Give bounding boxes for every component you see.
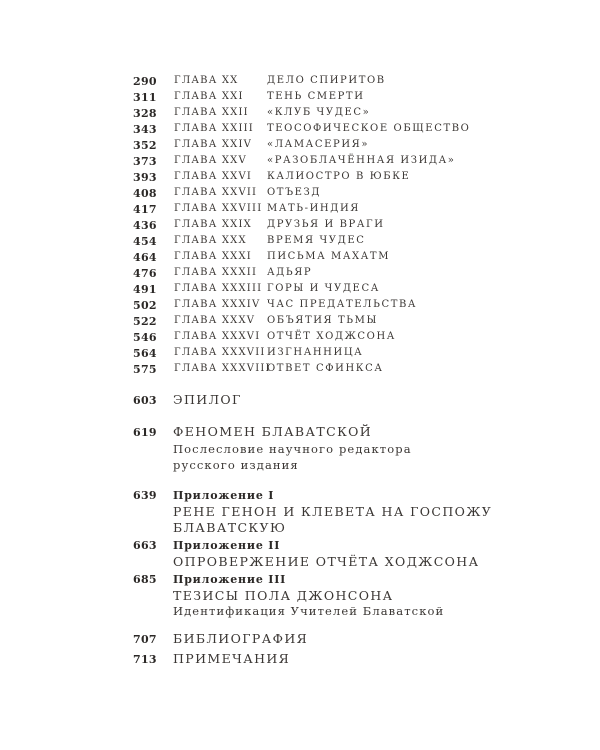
chapter-label: ГЛАВА XXV xyxy=(174,155,247,166)
chapter-label: ГЛАВА XXXV xyxy=(174,315,256,326)
page-number: 707 xyxy=(133,633,157,646)
chapter-title: ОТВЕТ СФИНКСА xyxy=(267,363,384,374)
chapter-label: ГЛАВА XXXVI xyxy=(174,331,261,342)
page-number: 564 xyxy=(133,347,157,360)
chapter-label: ГЛАВА XXXII xyxy=(174,267,258,278)
page-number: 328 xyxy=(133,107,157,120)
appendix-label: Приложение II xyxy=(173,539,281,552)
chapter-title: ГОРЫ И ЧУДЕСА xyxy=(267,283,380,294)
chapter-title: МАТЬ-ИНДИЯ xyxy=(267,203,360,214)
entry-title: ПРИМЕЧАНИЯ xyxy=(173,651,291,666)
chapter-title: ПИСЬМА МАХАТМ xyxy=(267,251,391,262)
chapter-label: ГЛАВА XXVII xyxy=(174,187,258,198)
page-number: 713 xyxy=(133,653,157,666)
page-number: 436 xyxy=(133,219,157,232)
page-number: 546 xyxy=(133,331,157,344)
chapter-label: ГЛАВА XX xyxy=(174,75,239,86)
chapter-label: ГЛАВА XXXI xyxy=(174,251,252,262)
chapter-title: «РАЗОБЛАЧЁННАЯ ИЗИДА» xyxy=(267,155,456,166)
chapter-title: ИЗГНАННИЦА xyxy=(267,347,364,358)
chapter-title: ДЕЛО СПИРИТОВ xyxy=(267,75,386,86)
chapter-title: ВРЕМЯ ЧУДЕС xyxy=(267,235,366,246)
page-number: 522 xyxy=(133,315,157,328)
page-number: 619 xyxy=(133,426,157,439)
page-number: 290 xyxy=(133,75,157,88)
page-number: 491 xyxy=(133,283,157,296)
chapter-title: ОБЪЯТИЯ ТЬМЫ xyxy=(267,315,378,326)
chapter-label: ГЛАВА XXIX xyxy=(174,219,252,230)
chapter-title: ОТЪЕЗД xyxy=(267,187,322,198)
chapter-label: ГЛАВА XXVI xyxy=(174,171,253,182)
page-number: 352 xyxy=(133,139,157,152)
page-number: 663 xyxy=(133,539,157,552)
page-number: 373 xyxy=(133,155,157,168)
entry-title: ТЕЗИСЫ ПОЛА ДЖОНСОНА xyxy=(173,588,394,603)
page-number: 464 xyxy=(133,251,157,264)
chapter-label: ГЛАВА XXIV xyxy=(174,139,253,150)
chapter-label: ГЛАВА XXXVII xyxy=(174,347,266,358)
page-number: 575 xyxy=(133,363,157,376)
appendix-label: Приложение I xyxy=(173,489,275,502)
chapter-title: ДРУЗЬЯ И ВРАГИ xyxy=(267,219,385,230)
entry-title: ЭПИЛОГ xyxy=(173,392,242,407)
entry-subtitle: Идентификация Учителей Блаватской xyxy=(173,604,445,618)
chapter-title: «ЛАМАСЕРИЯ» xyxy=(267,139,370,150)
page-number: 454 xyxy=(133,235,157,248)
page-number: 408 xyxy=(133,187,157,200)
entry-title-line-1: РЕНЕ ГЕНОН И КЛЕВЕТА НА ГОСПОЖУ xyxy=(173,504,493,519)
chapter-title: АДЬЯР xyxy=(267,267,313,278)
entry-title: ФЕНОМЕН БЛАВАТСКОЙ xyxy=(173,424,373,439)
chapter-title: ТЕОСОФИЧЕСКОЕ ОБЩЕСТВО xyxy=(267,123,471,134)
page-number: 417 xyxy=(133,203,157,216)
page-number: 311 xyxy=(133,91,157,104)
page-number: 343 xyxy=(133,123,157,136)
page-number: 502 xyxy=(133,299,157,312)
page-number: 393 xyxy=(133,171,157,184)
chapter-label: ГЛАВА XXVIII xyxy=(174,203,263,214)
appendix-label: Приложение III xyxy=(173,573,287,586)
chapter-title: КАЛИОСТРО В ЮБКЕ xyxy=(267,171,411,182)
chapter-label: ГЛАВА XXXIII xyxy=(174,283,263,294)
chapter-title: «КЛУБ ЧУДЕС» xyxy=(267,107,371,118)
chapter-label: ГЛАВА XXI xyxy=(174,91,244,102)
chapter-label: ГЛАВА XXIII xyxy=(174,123,254,134)
entry-subtitle-line-1: Послесловие научного редактора xyxy=(173,442,412,456)
page-number: 685 xyxy=(133,573,157,586)
entry-subtitle-line-2: русского издания xyxy=(173,458,299,472)
chapter-label: ГЛАВА XXXIV xyxy=(174,299,261,310)
chapter-label: ГЛАВА XXX xyxy=(174,235,247,246)
entry-title: ОПРОВЕРЖЕНИЕ ОТЧЁТА ХОДЖСОНА xyxy=(173,554,480,569)
chapter-label: ГЛАВА XXII xyxy=(174,107,249,118)
page-number: 603 xyxy=(133,394,157,407)
entry-title-line-2: БЛАВАТСКУЮ xyxy=(173,520,287,535)
chapter-label: ГЛАВА XXXVIII xyxy=(174,363,271,374)
page-number: 639 xyxy=(133,489,157,502)
chapter-title: ОТЧЁТ ХОДЖСОНА xyxy=(267,331,396,342)
page-number: 476 xyxy=(133,267,157,280)
entry-title: БИБЛИОГРАФИЯ xyxy=(173,631,309,646)
chapter-title: ЧАС ПРЕДАТЕЛЬСТВА xyxy=(267,299,418,310)
chapter-title: ТЕНЬ СМЕРТИ xyxy=(267,91,365,102)
